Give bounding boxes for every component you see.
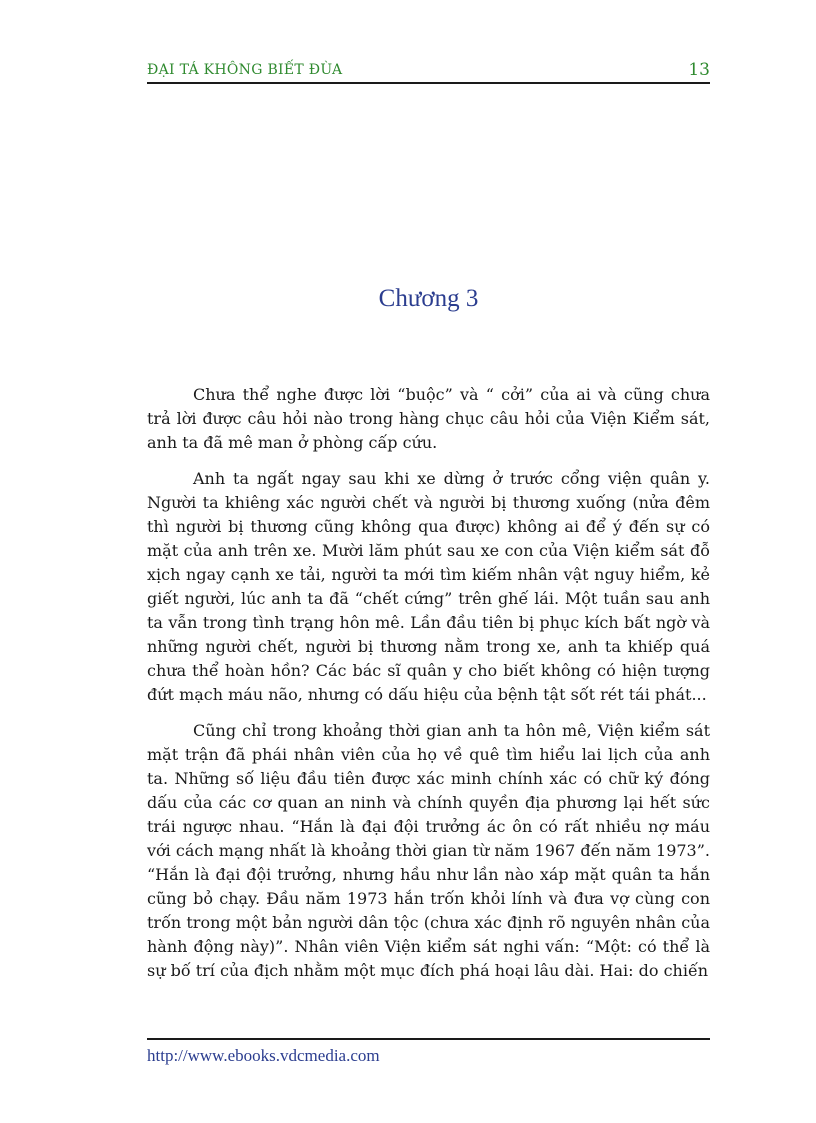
- book-title: ĐẠI TÁ KHÔNG BIẾT ĐÙA: [147, 62, 343, 78]
- paragraph: Cũng chỉ trong khoảng thời gian anh ta hôn mê, Viện kiểm sát mặt trận đã phái nhân viên của họ về quê tìm hiểu lai lịch của anh ta. Những số liệu đầu tiên được xác minh chính xác có chữ ký đóng dấu của các cơ quan an ninh và chính quyền địa phương lại hết sức trái ngược nhau. “Hắn là đại đội trưởng ác ôn có rất nhiều nợ máu với cách mạng nhất là khoảng thời gian từ năm 1967 đến năm 1973”. “Hắn là đại đội trưởng, nhưng hầu như lần nào xáp mặt quân ta hắn cũng bỏ chạy. Đầu năm 1973 hắn trốn khỏi lính và đưa vợ cùng con trốn trong một bản người dân tộc (chưa xác định rõ nguyên nhân của hành động này)”. Nhân viên Viện kiểm sát nghi vấn: “Một: có thể là sự bố trí của địch nhằm một mục đích phá hoại lâu dài. Hai: do chiến: [147, 721, 710, 980]
- running-header: [147, 60, 710, 84]
- chapter-title: Chương 3: [378, 285, 479, 312]
- paragraph: Anh ta ngất ngay sau khi xe dừng ở trước cổng viện quân y. Người ta khiêng xác người chết và người bị thương xuống (nửa đêm thì người bị thương cũng không qua được) không ai để ý đến sự có mặt của anh trên xe. Mười lăm phút sau xe con của Viện kiểm sát đỗ xịch ngay cạnh xe tải, người ta mới tìm kiếm nhân vật nguy hiểm, kẻ giết người, lúc anh ta đã “chết cứng” trên ghế lái. Một tuần sau anh ta vẫn trong tình trạng hôn mê. Lần đầu tiên bị phục kích bất ngờ và những người chết, người bị thương nằm trong xe, anh ta khiếp quá chưa thể hoàn hồn? Các bác sĩ quân y cho biết không có hiện tượng đứt mạch máu não, nhưng có dấu hiệu của bệnh tật sốt rét tái phát...: [147, 469, 710, 704]
- footer-link[interactable]: http://www.ebooks.vdcmedia.com: [147, 1046, 380, 1065]
- page-number: 13: [688, 60, 710, 80]
- page-footer: [147, 1038, 710, 1066]
- body-text: [147, 383, 710, 995]
- paragraph: Chưa thể nghe được lời “buộc” và “ cởi” của ai và cũng chưa trả lời được câu hỏi nào trong hàng chục câu hỏi của Viện Kiểm sát, anh ta đã mê man ở phòng cấp cứu.: [147, 385, 710, 452]
